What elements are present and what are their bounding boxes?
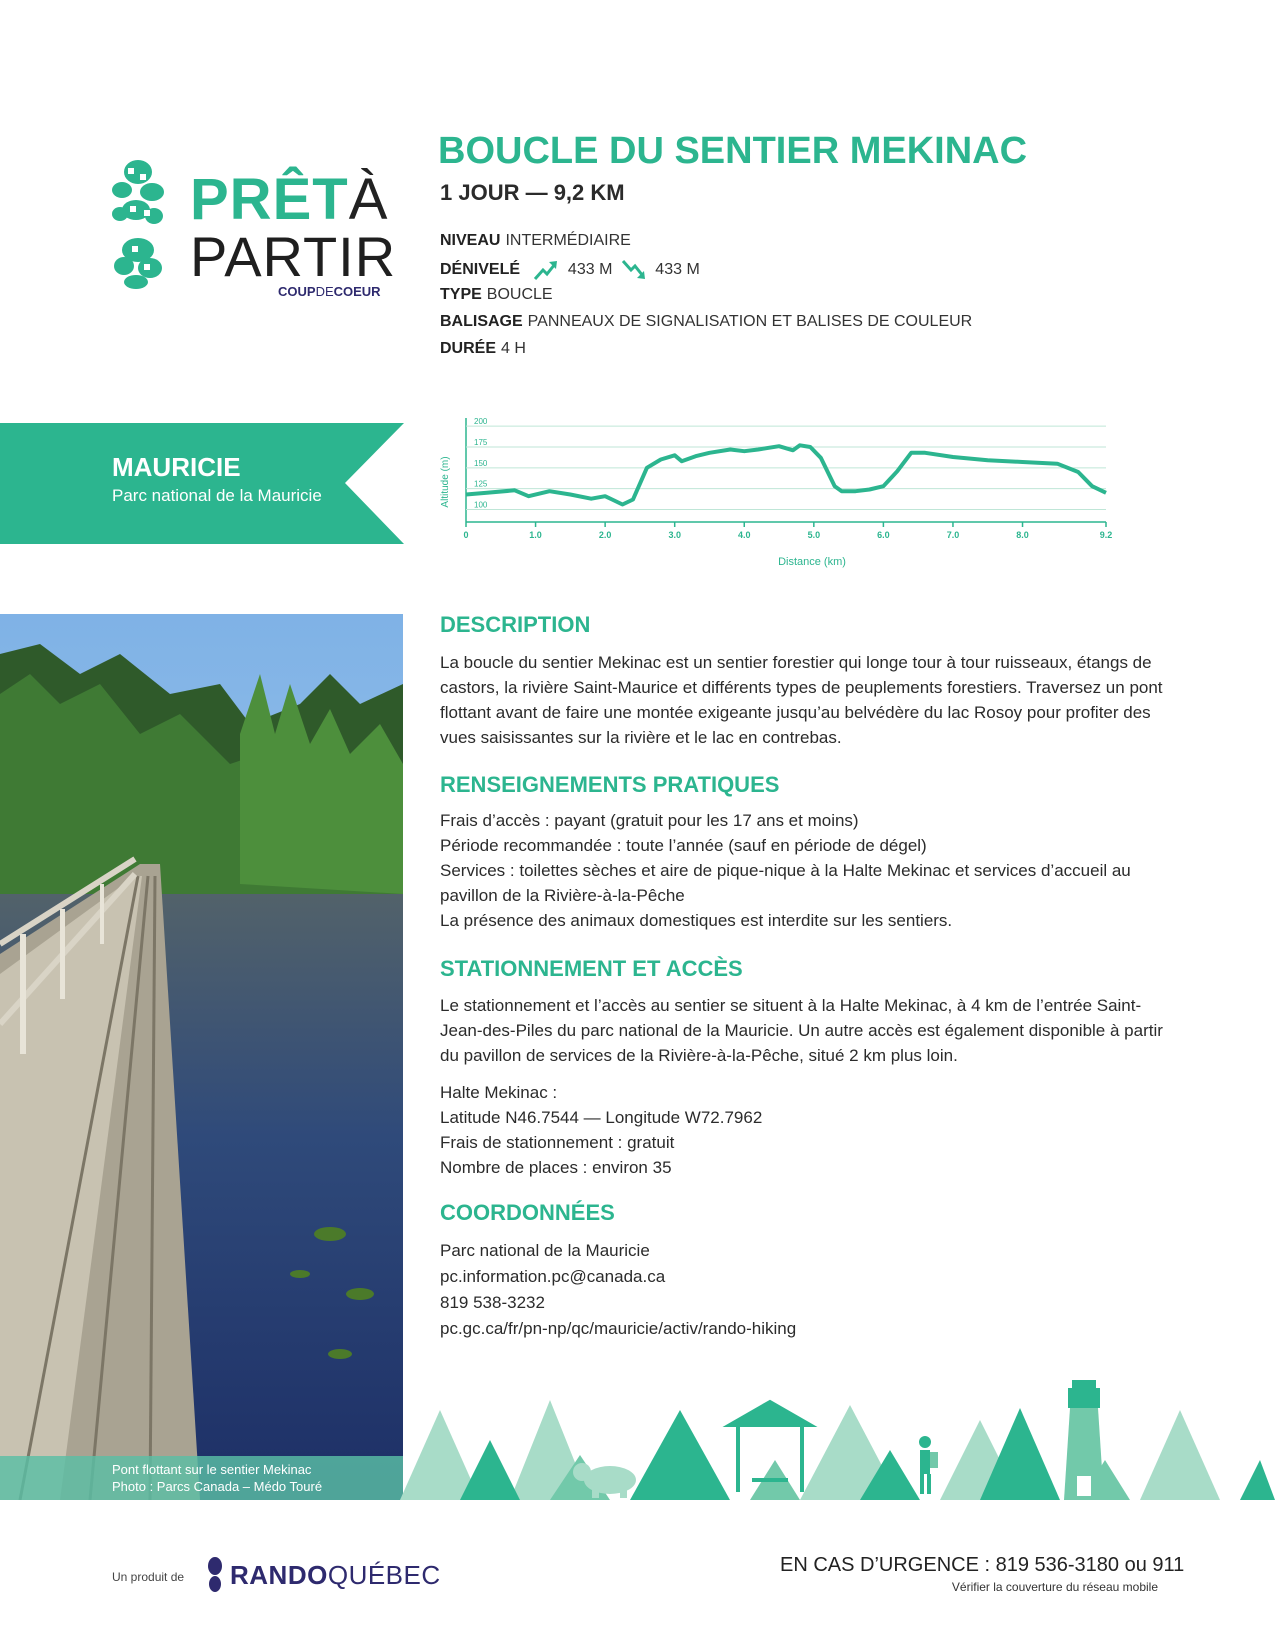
footer-produit: Un produit de: [112, 1570, 185, 1584]
x-tick-label: 9.2: [1099, 530, 1113, 540]
region-park: Parc national de la Mauricie: [112, 486, 322, 505]
y-axis-label: Altitude (m): [440, 456, 451, 508]
contact-website[interactable]: pc.gc.ca/fr/pn-np/qc/mauricie/activ/rando-hiking: [440, 1319, 797, 1338]
x-tick-label: 0: [463, 530, 469, 540]
stationnement-text: Le stationnement et l’accès au sentier se situent à la Halte Mekinac, à 4 km de l’entrée Saint-Jean-des-Piles du parc national de la Mauricie. Un autre accès est également disponible à partir du pavillon de services de la Rivière-à-la-Pêche, situé 2 km plus loin.: [440, 996, 1163, 1065]
y-tick-label: 150: [474, 458, 488, 468]
scenery-illustration: [380, 1380, 1275, 1500]
x-tick-label: 6.0: [877, 530, 890, 540]
elevation-up-icon: [533, 259, 559, 281]
logo-word-partir: PARTIR: [190, 225, 397, 288]
description-heading: DESCRIPTION: [440, 612, 591, 637]
region-name: MAURICIE: [112, 452, 241, 482]
contact-phone[interactable]: 819 538-3232: [440, 1293, 545, 1312]
x-tick-label: 2.0: [598, 530, 612, 540]
trail-photo: [0, 614, 403, 1500]
y-tick-label: 175: [474, 438, 488, 447]
coordonnees-list: [440, 1238, 1170, 1342]
footprint-icon: [108, 158, 178, 290]
trail-title: BOUCLE DU SENTIER MEKINAC: [438, 130, 1028, 172]
halte-line: Nombre de places : environ 35: [440, 1158, 672, 1177]
elevation-profile-chart: [430, 412, 1170, 572]
renseignements-list: [440, 808, 1170, 933]
logo-tagline: COUPDECOEUR: [278, 284, 381, 299]
stationnement-heading: STATIONNEMENT ET ACCÈS: [440, 956, 743, 981]
rando-footprint-icon: [205, 1556, 225, 1594]
y-tick-label: 125: [474, 479, 488, 489]
trail-subtitle: 1 JOUR — 9,2 KM: [440, 180, 625, 205]
contact-park: Parc national de la Mauricie: [440, 1241, 650, 1260]
renseignement-line: Services : toilettes sèches et aire de pique-nique à la Halte Mekinac et services d’accueil au pavillon de la Rivière-à-la-Pêche: [440, 861, 1131, 905]
x-tick-label: 1.0: [529, 530, 542, 540]
y-tick-label: 100: [474, 500, 488, 510]
hiker-icon: [919, 1436, 938, 1494]
halte-line: Latitude N46.7544 — Longitude W72.7962: [440, 1108, 763, 1127]
x-tick-label: 4.0: [738, 530, 751, 540]
region-banner: [0, 423, 404, 544]
halte-line: Frais de stationnement : gratuit: [440, 1133, 675, 1152]
pret-a-partir-logo: [108, 158, 408, 298]
halte-line: Halte Mekinac :: [440, 1083, 558, 1102]
photo-caption: Pont flottant sur le sentier Mekinac: [112, 1462, 312, 1477]
chart-area: [466, 445, 1106, 504]
network-note: Vérifier la couverture du réseau mobile: [951, 1580, 1158, 1594]
spec-niveau: NIVEAU INTERMÉDIAIRE: [440, 232, 631, 249]
x-tick-label: 5.0: [807, 530, 821, 540]
x-tick-label: 8.0: [1016, 530, 1029, 540]
gazebo-icon: [730, 1402, 810, 1492]
coordonnees-heading: COORDONNÉES: [440, 1200, 615, 1225]
spec-denivele: DÉNIVELÉ 433 M 433 M: [440, 259, 700, 281]
renseignement-line: Frais d’accès : payant (gratuit pour les 17 ans et moins): [440, 811, 859, 830]
chart-grid: [466, 418, 1106, 522]
x-axis-label: Distance (km): [778, 556, 846, 568]
renseignement-line: Période recommandée : toute l’année (sauf en période de dégel): [440, 836, 927, 855]
photo-credit: Photo : Parcs Canada – Médo Touré: [112, 1479, 323, 1494]
spec-type: TYPE BOUCLE: [440, 286, 553, 303]
renseignement-line: La présence des animaux domestiques est interdite sur les sentiers.: [440, 911, 953, 930]
y-tick-label: 200: [474, 417, 488, 427]
description-text: La boucle du sentier Mekinac est un sentier forestier qui longe tour à tour ruisseaux, étangs de castors, la rivière Saint-Maurice et différents types de peuplements forestiers. Traversez un pont flottant avant de faire une montée exigeante jusqu’au belvédère du lac Rosoy pour profiter des vues saisissantes sur la rivière et le lac en contrebas.: [440, 653, 1163, 747]
randoquebec-logo: RANDOQUÉBEC: [230, 1560, 441, 1590]
emergency-line: EN CAS D’URGENCE : 819 536-3180 ou 911: [780, 1554, 1185, 1576]
spec-duree: DURÉE 4 H: [440, 340, 526, 357]
spec-balisage: BALISAGE PANNEAUX DE SIGNALISATION ET BALISES DE COULEUR: [440, 313, 973, 330]
x-tick-label: 7.0: [946, 530, 960, 540]
elevation-down-icon: [621, 259, 647, 281]
halte-details: [440, 1080, 1170, 1180]
contact-email[interactable]: pc.information.pc@canada.ca: [440, 1267, 666, 1286]
altitude-line: [466, 445, 1106, 504]
x-tick-label: 3.0: [668, 530, 681, 540]
renseignements-heading: RENSEIGNEMENTS PRATIQUES: [440, 772, 780, 797]
logo-word-pret: PRÊTÀ: [190, 167, 389, 232]
lighthouse-icon: [1064, 1380, 1104, 1500]
